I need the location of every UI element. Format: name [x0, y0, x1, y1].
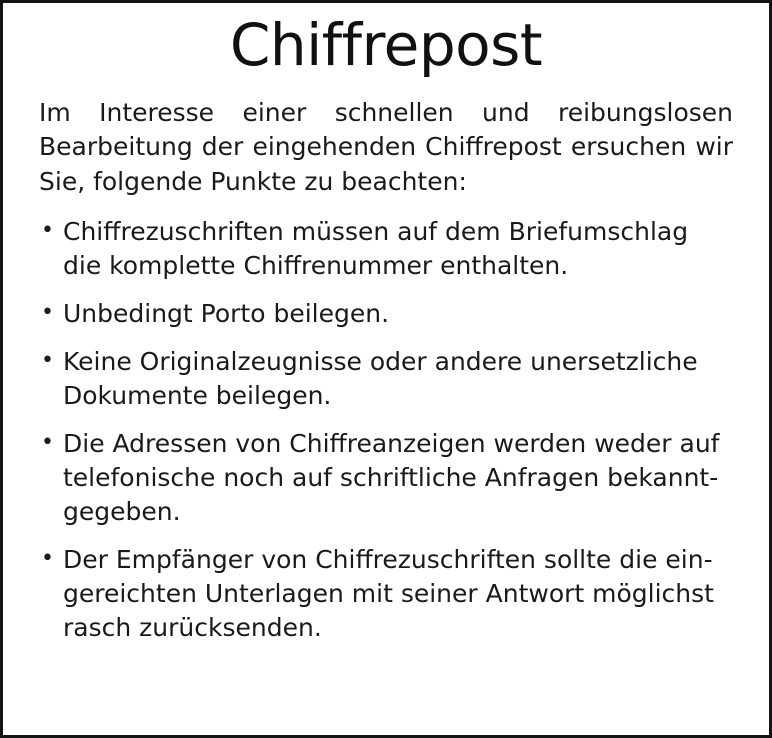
list-item-text: Der Empfänger von Chiffrezuschriften sollte die ein-gereichten Unterlagen mit seiner Antwort möglichst rasch zurücksenden.	[63, 545, 714, 643]
list-item	[39, 345, 733, 413]
list-item-text: Chiffrezuschriften müssen auf dem Briefumschlag die komplette Chiffrenummer enthalten.	[63, 217, 689, 281]
intro-paragraph: Im Interesse einer schnellen und reibungslosen Bearbeitung der eingehenden Chiffrepost ersuchen wir Sie, folgende Punkte zu beachten:	[39, 97, 733, 196]
list-item-text: Keine Originalzeugnisse oder andere unersetzliche Dokumente beilegen.	[63, 347, 698, 411]
page-title: Chiffrepost	[229, 11, 543, 79]
list-item	[39, 215, 733, 283]
bullet-icon: •	[41, 218, 54, 244]
bullet-icon: •	[41, 300, 54, 326]
instruction-list	[39, 215, 733, 645]
list-item-text: Die Adressen von Chiffreanzeigen werden weder auf telefonische noch auf schriftliche Anfragen bekannt-gegeben.	[63, 429, 720, 527]
bullet-icon: •	[41, 430, 54, 456]
bullet-icon: •	[41, 348, 54, 374]
list-item	[39, 297, 733, 331]
list-item-text: Unbedingt Porto beilegen.	[63, 299, 390, 329]
bullet-icon: •	[41, 546, 54, 572]
list-item	[39, 427, 733, 529]
list-item	[39, 543, 733, 645]
